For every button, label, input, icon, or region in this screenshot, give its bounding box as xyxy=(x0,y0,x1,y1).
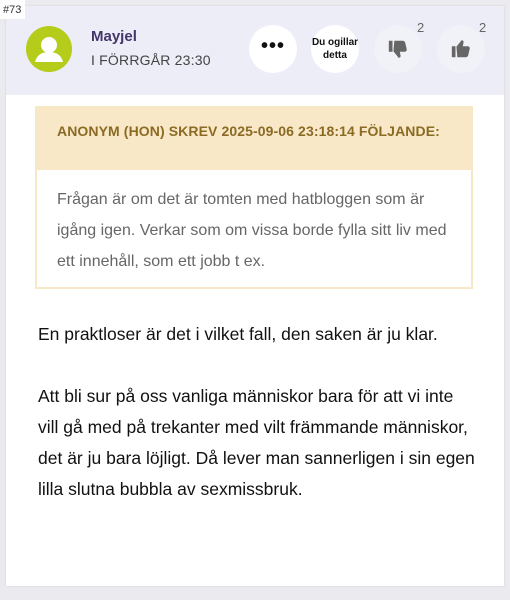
post-paragraph: En praktloser är det i vilket fall, den saken är ju klar. xyxy=(38,324,438,344)
thumbs-down-icon xyxy=(387,38,409,60)
post-number-badge: #73 xyxy=(0,0,25,19)
thumbs-up-icon xyxy=(450,38,472,60)
post-header xyxy=(6,6,504,95)
quote-text: Frågan är om det är tomten med hatbloggen som är igång igen. Verkar som om vissa borde fylla sitt liv med ett innehåll, som ett jobb t ex. xyxy=(57,191,447,270)
post-timestamp: I FÖRRGÅR 23:30 xyxy=(91,52,211,68)
like-button[interactable] xyxy=(437,25,485,73)
quoted-post xyxy=(35,106,473,289)
dislike-button[interactable] xyxy=(374,25,422,73)
user-avatar-icon[interactable] xyxy=(26,26,72,72)
more-dots-icon: ••• xyxy=(260,35,285,57)
dislike-status-button[interactable]: Du ogillar detta xyxy=(311,25,359,73)
post-body xyxy=(38,319,478,536)
quote-header[interactable]: ANONYM (HON) SKREV 2025-09-06 23:18:14 FÖLJANDE: xyxy=(37,108,471,170)
more-options-button[interactable] xyxy=(249,25,297,73)
avatar-silhouette xyxy=(26,26,72,72)
post-paragraph: Att bli sur på oss vanliga människor bara för att vi inte vill gå med på trekanter med vilt främmande människor, det är ju bara löjligt. Då lever man sannerligen i sin egen lilla slutna bubbla av sexmissbruk. xyxy=(38,386,475,499)
like-count: 2 xyxy=(479,20,487,35)
dislike-count: 2 xyxy=(417,20,425,35)
forum-post xyxy=(6,6,504,586)
author-name[interactable]: Mayjel xyxy=(91,28,137,45)
